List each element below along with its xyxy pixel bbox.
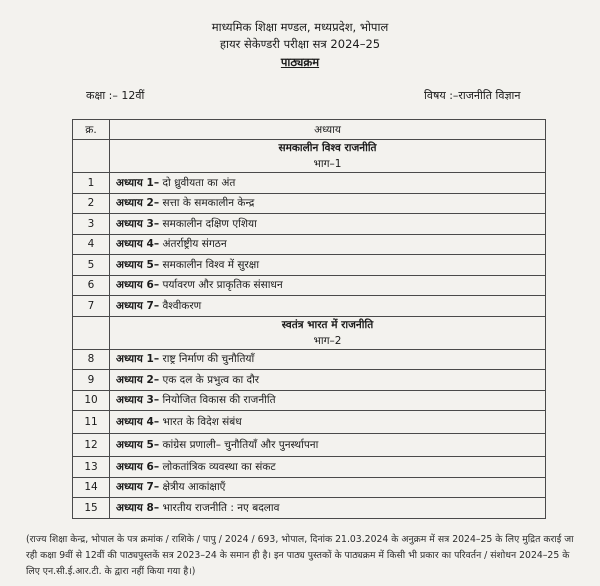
table-row bbox=[73, 193, 546, 214]
row-number: 4 bbox=[73, 234, 110, 255]
table-row bbox=[73, 349, 546, 370]
row-chapter-cell bbox=[110, 275, 546, 296]
subject-label: विषय :–राजनीति विज्ञान bbox=[424, 89, 521, 102]
chapter-label: अध्याय 3– bbox=[116, 394, 160, 407]
section-part: भाग–2 bbox=[313, 334, 342, 347]
chapter-label: अध्याय 7– bbox=[116, 481, 160, 494]
row-number: 11 bbox=[73, 411, 110, 434]
chapter-label: अध्याय 8– bbox=[116, 501, 160, 514]
row-number: 9 bbox=[73, 370, 110, 391]
table-row bbox=[73, 411, 546, 434]
table-row bbox=[73, 296, 546, 317]
table-row bbox=[73, 457, 546, 478]
row-number: 8 bbox=[73, 349, 110, 370]
exam-session: हायर सेकेण्डरी परीक्षा सत्र 2024–25 bbox=[219, 37, 381, 51]
class-label: कक्षा :– 12वीं bbox=[86, 89, 145, 102]
chapter-topic: वैश्वीकरण bbox=[162, 299, 202, 312]
row-chapter-cell bbox=[110, 214, 546, 235]
table-row bbox=[73, 275, 546, 296]
row-chapter-cell bbox=[110, 390, 546, 411]
chapter-topic: समकालीन विश्व में सुरक्षा bbox=[162, 258, 260, 271]
row-number: 3 bbox=[73, 214, 110, 235]
row-chapter-cell bbox=[110, 255, 546, 276]
row-number: 15 bbox=[73, 498, 110, 519]
chapter-topic: पर्यावरण और प्राकृतिक संसाधन bbox=[162, 279, 283, 292]
chapter-label: अध्याय 4– bbox=[116, 238, 160, 251]
chapter-label: अध्याय 1– bbox=[116, 176, 160, 189]
row-number: 1 bbox=[73, 173, 110, 194]
row-chapter-cell bbox=[110, 193, 546, 214]
col-header-number: क्र. bbox=[73, 120, 110, 140]
col-header-chapter: अध्याय bbox=[110, 120, 546, 140]
section-header-row bbox=[73, 140, 546, 173]
table-row bbox=[73, 434, 546, 457]
chapter-topic: कांग्रेस प्रणाली– चुनौतियाँ और पुनर्स्थापना bbox=[162, 439, 319, 451]
section-title-cell bbox=[110, 316, 546, 349]
row-number: 7 bbox=[73, 296, 110, 317]
chapter-topic: दो ध्रुवीयता का अंत bbox=[162, 176, 236, 189]
chapter-topic: क्षेत्रीय आकांक्षाएँ bbox=[162, 481, 226, 494]
chapter-label: अध्याय 7– bbox=[116, 299, 160, 312]
row-chapter-cell bbox=[110, 234, 546, 255]
section-title: समकालीन विश्व राजनीति bbox=[278, 142, 377, 154]
chapter-topic: सत्ता के समकालीन केन्द्र bbox=[162, 197, 255, 210]
chapter-topic: भारत के विदेश संबंध bbox=[162, 416, 242, 428]
chapter-label: अध्याय 5– bbox=[116, 439, 160, 451]
chapter-topic: भारतीय राजनीति : नए बदलाव bbox=[162, 501, 280, 514]
section-number-cell bbox=[73, 316, 110, 349]
chapter-label: अध्याय 6– bbox=[116, 460, 160, 473]
row-chapter-cell bbox=[110, 349, 546, 370]
chapter-label: अध्याय 6– bbox=[116, 279, 160, 292]
table-row bbox=[73, 234, 546, 255]
chapter-label: अध्याय 5– bbox=[116, 258, 160, 271]
chapter-label: अध्याय 2– bbox=[116, 373, 160, 386]
chapter-topic: समकालीन दक्षिण एशिया bbox=[162, 217, 257, 230]
chapter-topic: नियोजित विकास की राजनीति bbox=[162, 394, 276, 407]
chapter-label: अध्याय 1– bbox=[116, 353, 160, 366]
chapter-label: अध्याय 2– bbox=[116, 197, 160, 210]
table-row bbox=[73, 173, 546, 194]
chapter-topic: एक दल के प्रभुत्व का दौर bbox=[162, 373, 260, 386]
table-row bbox=[73, 370, 546, 391]
board-name: माध्यमिक शिक्षा मण्डल, मध्यप्रदेश, भोपाल bbox=[211, 20, 389, 34]
row-chapter-cell bbox=[110, 370, 546, 391]
row-chapter-cell bbox=[110, 457, 546, 478]
row-chapter-cell bbox=[110, 434, 546, 457]
row-number: 5 bbox=[73, 255, 110, 276]
row-number: 14 bbox=[73, 477, 110, 498]
row-number: 2 bbox=[73, 193, 110, 214]
table-row bbox=[73, 477, 546, 498]
chapter-label: अध्याय 3– bbox=[116, 217, 160, 230]
footnote: (राज्य शिक्षा केन्द्र, भोपाल के पत्र क्रमांक / राशिके / पापु / 2024 / 693, भोपाल, दिनांक 21.03.2024 के अनुक्रम में सत्र 2024–25 के लिए मुद्रित कराई जा रही कक्षा 9वीं से 12वीं की पाठ्यपुस्तकें सत्र 2023–24 के समान ही है। इन पाठ्य पुस्तकों के पाठ्यक्रम में किसी भी प्रकार का परिवर्तन / संशोधन 2024–25 के लिए एन.सी.ई.आर.टी. के द्वारा नहीं किया गया है।) bbox=[26, 534, 574, 577]
section-title-cell bbox=[110, 140, 546, 173]
row-number: 10 bbox=[73, 390, 110, 411]
table-row bbox=[73, 214, 546, 235]
table-row bbox=[73, 255, 546, 276]
chapter-topic: लोकतांत्रिक व्यवस्था का संकट bbox=[162, 460, 276, 473]
row-chapter-cell bbox=[110, 477, 546, 498]
section-part: भाग–1 bbox=[313, 158, 342, 170]
row-number: 6 bbox=[73, 275, 110, 296]
row-chapter-cell bbox=[110, 411, 546, 434]
table-row bbox=[73, 498, 546, 519]
row-chapter-cell bbox=[110, 296, 546, 317]
row-chapter-cell bbox=[110, 498, 546, 519]
row-number: 12 bbox=[73, 434, 110, 457]
chapter-label: अध्याय 4– bbox=[116, 416, 160, 428]
table-header-row bbox=[73, 120, 546, 140]
table-row bbox=[73, 390, 546, 411]
document-title: पाठ्यक्रम bbox=[280, 55, 320, 69]
section-number-cell bbox=[73, 140, 110, 173]
row-number: 13 bbox=[73, 457, 110, 478]
chapter-topic: अंतर्राष्ट्रीय संगठन bbox=[162, 238, 227, 251]
row-chapter-cell bbox=[110, 173, 546, 194]
syllabus-table bbox=[72, 119, 546, 519]
section-title: स्वतंत्र भारत में राजनीति bbox=[281, 318, 374, 331]
chapter-topic: राष्ट्र निर्माण की चुनौतियाँ bbox=[162, 353, 255, 366]
section-header-row bbox=[73, 316, 546, 349]
